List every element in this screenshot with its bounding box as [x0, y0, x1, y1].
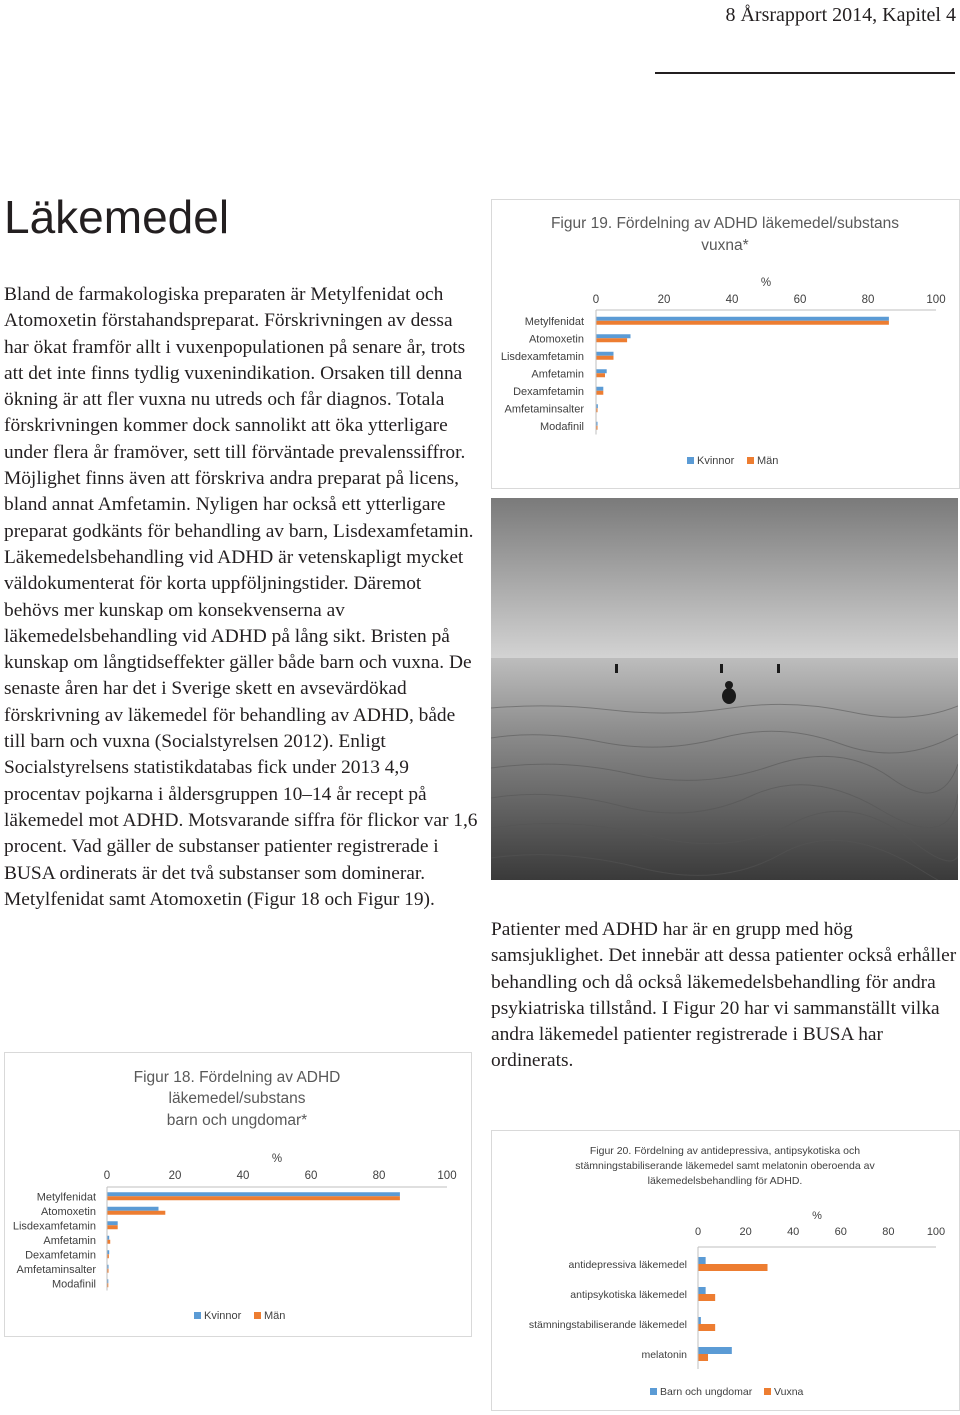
category-label: Lisdexamfetamin: [12, 1220, 96, 1233]
x-tick-label: 20: [739, 1226, 752, 1238]
chart-title-line: läkemedelsbehandling för ADHD.: [647, 1175, 803, 1187]
legend-swatch: [650, 1388, 657, 1395]
category-label: Amfetamin: [531, 368, 584, 381]
body-paragraph: Bland de farmakologiska preparaten är Metylfenidat och Atomoxetin förstahandspreparat. Förskrivningen av dessa har ökat framför allt i vuxenpopulationen på senare år, trots att det inte finns tydlig vuxenindikation. Orsaken till denna ökning är att fler vuxna nu utreds och får diagnos. Totala förskrivningen kommer dock sannolikt att öka ytterligare under flera år framöver, sett till förväntade prevalenssiffror. Möjlighet finns även att förskriva andra preparat på licens, bland annat Amfetamin. Nyligen har också ett ytterligare preparat godkänts för behandling av barn, Lisdexamfetamin. Läkemedelsbehandling vid ADHD är vetenskapligt mycket väldokumenterat för korta uppföljningstider. Däremot behövs mer kunskap om konsekvenserna av läkemedelsbehandling vid ADHD på lång sikt. Bristen på kunskap om långtidseffekter gäller både barn och vuxna. De senaste åren har det i Sverige skett en avsevärdökad förskrivning av läkemedel för behandling av ADHD, både till barn och vuxna (Socialstyrelsen 2012). Enligt Socialstyrelsens statistikdatabas fick under 2013 4,9 procentav pojkarna i åldersgruppen 10–14 år recept på läkemedel mot ADHD. Motsvarande siffra för flickor var 1,6 procent. Vad gäller de substanser patienter registrerade i BUSA ordinerats är det två substanser som dominerar. Metylfenidat samt Atomoxetin (Figur 18 och Figur 19).: [4, 284, 478, 910]
category-label: melatonin: [641, 1349, 687, 1361]
figure-18: [4, 1052, 472, 1337]
bar-series1: [597, 387, 604, 391]
bar-series2: [108, 1225, 118, 1229]
category-label: Dexamfetamin: [513, 385, 584, 398]
legend-label: Kvinnor: [697, 455, 735, 467]
bar-series1: [108, 1207, 159, 1211]
chart-title-line: barn och ungdomar*: [166, 1112, 308, 1129]
x-tick-label: 20: [168, 1170, 182, 1182]
sea-photo-image: [491, 498, 958, 880]
legend-swatch: [764, 1388, 771, 1395]
bar-series1: [108, 1265, 109, 1269]
legend-swatch: [194, 1312, 201, 1319]
category-label: Modafinil: [539, 420, 584, 433]
chart-title-line: stämningstabiliserande läkemedel samt melatonin oberoenda av: [575, 1160, 875, 1172]
chart-title-line: Figur 18. Fördelning av ADHD: [133, 1069, 341, 1086]
category-label: Metylfenidat: [524, 315, 584, 328]
bar-series1: [597, 404, 598, 408]
figure-19-chart: [492, 200, 959, 488]
bar-series2: [699, 1264, 768, 1271]
bar-series2: [108, 1240, 111, 1244]
header-divider: [655, 72, 955, 74]
chart-title-line: läkemedel/substans: [168, 1090, 306, 1107]
bar-series1: [597, 422, 598, 426]
bar-series1: [108, 1236, 110, 1240]
legend-label: Män: [757, 455, 779, 467]
x-axis-label: %: [760, 277, 772, 289]
category-label: Amfetaminsalter: [504, 403, 584, 416]
category-label: Metylfenidat: [36, 1191, 96, 1204]
category-label: antipsykotiska läkemedel: [570, 1289, 687, 1301]
figure-18-chart: [5, 1053, 471, 1336]
category-label: Atomoxetin: [528, 333, 584, 346]
bar-series2: [108, 1283, 109, 1287]
chart-title-line: Figur 20. Fördelning av antidepressiva, antipsykotiska och: [589, 1145, 861, 1157]
bar-series1: [597, 369, 607, 373]
bar-series2: [108, 1254, 109, 1258]
chart-title-line: Figur 19. Fördelning av ADHD läkemedel/substans: [550, 215, 900, 232]
x-tick-label: 80: [861, 294, 875, 306]
x-tick-label: 100: [926, 294, 946, 306]
bar-series2: [699, 1354, 709, 1361]
x-tick-label: 60: [834, 1226, 847, 1238]
x-axis-label: %: [271, 1153, 283, 1165]
page-header: 8 Årsrapport 2014, Kapitel 4: [725, 4, 956, 26]
bar-series1: [108, 1279, 109, 1283]
category-label: Atomoxetin: [40, 1205, 96, 1218]
legend-label: Barn och ungdomar: [660, 1386, 753, 1398]
legend-swatch: [687, 457, 694, 464]
bar-series1: [699, 1317, 701, 1324]
x-tick-label: 40: [236, 1170, 250, 1182]
legend-swatch: [254, 1312, 261, 1319]
bar-series2: [597, 391, 604, 395]
legend-label: Män: [264, 1310, 286, 1322]
x-tick-label: 80: [882, 1226, 895, 1238]
x-tick-label: 60: [793, 294, 807, 306]
bar-series2: [597, 373, 606, 377]
category-label: Modafinil: [51, 1278, 96, 1291]
x-tick-label: 0: [592, 294, 600, 306]
page-title: Läkemedel: [4, 191, 230, 243]
bar-series2: [597, 338, 628, 342]
x-tick-label: 100: [437, 1170, 457, 1182]
x-axis-label: %: [812, 1210, 822, 1222]
x-tick-label: 20: [657, 294, 671, 306]
bar-series2: [108, 1269, 109, 1273]
bar-series2: [108, 1196, 400, 1200]
bar-series2: [699, 1294, 716, 1301]
figure-20-chart: [492, 1131, 959, 1410]
category-label: Lisdexamfetamin: [500, 350, 584, 363]
bar-series2: [108, 1211, 166, 1215]
bar-series2: [597, 321, 889, 325]
x-tick-label: 0: [694, 1226, 702, 1238]
category-label: Amfetamin: [43, 1234, 96, 1247]
x-tick-label: 0: [103, 1170, 111, 1182]
x-tick-label: 100: [926, 1226, 946, 1238]
bar-series1: [699, 1287, 706, 1294]
x-tick-label: 80: [372, 1170, 386, 1182]
bar-series2: [597, 408, 598, 412]
bar-series2: [699, 1324, 716, 1331]
x-tick-label: 40: [787, 1226, 800, 1238]
bar-series1: [597, 317, 889, 321]
category-label: stämningstabiliserande läkemedel: [528, 1319, 687, 1331]
bar-series1: [699, 1347, 732, 1354]
x-tick-label: 40: [725, 294, 739, 306]
bar-series1: [699, 1257, 706, 1264]
x-tick-label: 60: [304, 1170, 318, 1182]
legend-label: Kvinnor: [204, 1310, 242, 1322]
bar-series1: [597, 352, 614, 356]
figure-20: [491, 1130, 960, 1411]
sea-photo: [491, 498, 958, 880]
category-label: Dexamfetamin: [25, 1249, 96, 1262]
right-paragraph: Patienter med ADHD har är en grupp med hög samsjuklighet. Det innebär att dessa patienter också erhåller behandling och då också läkemedelsbehandling för andra psykiatriska tillstånd. I Figur 20 har vi sammanställt vilka andra läkemedel patienter registrerade i BUSA har ordinerats.: [491, 919, 957, 1072]
bar-series1: [108, 1221, 118, 1225]
bar-series1: [597, 334, 631, 338]
figure-19: [491, 199, 960, 489]
legend-swatch: [747, 457, 754, 464]
bar-series2: [597, 356, 614, 360]
category-label: antidepressiva läkemedel: [568, 1259, 687, 1271]
bar-series1: [108, 1192, 400, 1196]
bar-series1: [108, 1250, 110, 1254]
bar-series2: [597, 426, 598, 430]
legend-label: Vuxna: [774, 1386, 804, 1398]
chart-title-line: vuxna*: [701, 237, 749, 254]
category-label: Amfetaminsalter: [16, 1263, 96, 1276]
